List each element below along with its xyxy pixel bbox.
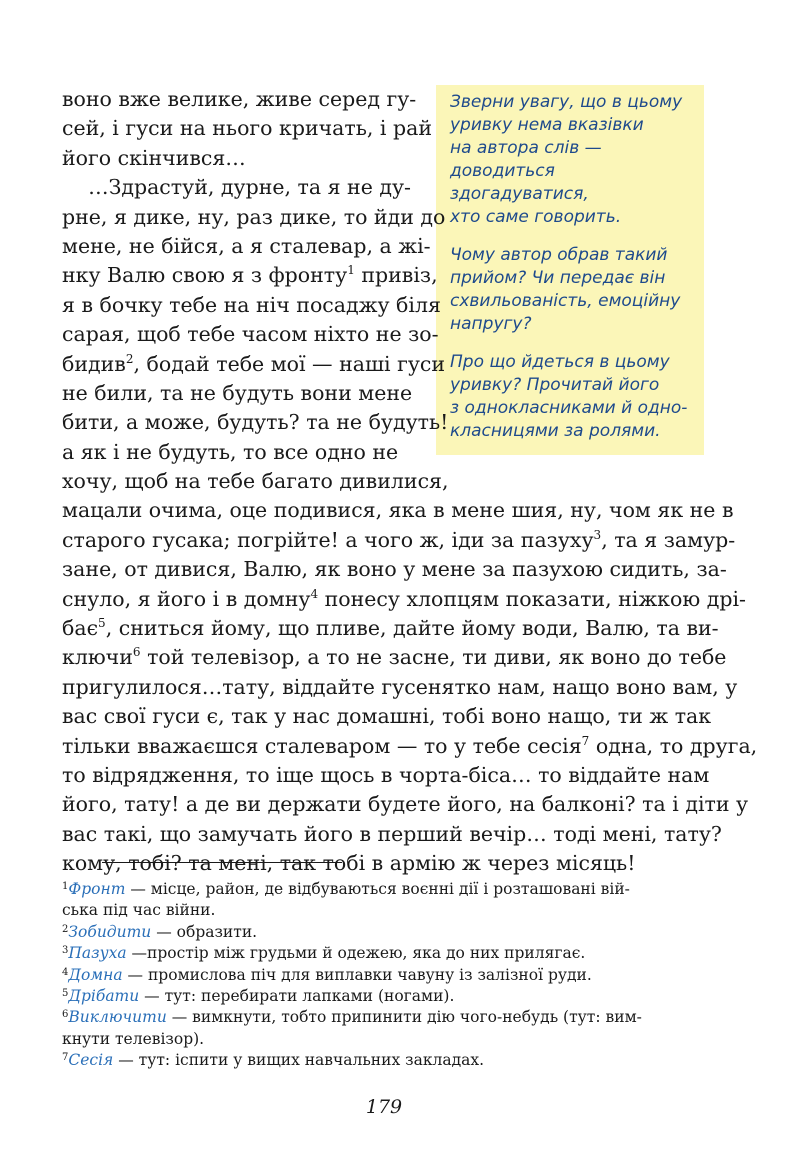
- text-segment: воно вже велике, живе серед гу-: [62, 87, 417, 111]
- text-line: [62, 173, 712, 202]
- text-segment: , бодай тебе мої — наші гуси: [133, 351, 446, 376]
- text-line: [62, 526, 736, 555]
- footnote-text: — місце, район, де відбуваються воєнні дії і розташовані вій-: [125, 880, 630, 898]
- footnote-term: Виключити: [68, 1008, 167, 1027]
- text-segment: вас свої гуси є, так у нас домашні, тобі воно нащо, ти ж так: [62, 704, 712, 729]
- footnote-ref: 1: [347, 263, 355, 278]
- footnote-ref: 6: [132, 645, 141, 660]
- sidebar-line: уривку нема вказівки: [450, 115, 644, 135]
- sidebar-line: з однокласниками й одно-: [450, 398, 688, 418]
- sidebar-line: схвильованість, емоційну: [450, 291, 681, 311]
- sidebar-line: на автора слів —: [450, 138, 602, 158]
- text-line: [62, 232, 712, 261]
- text-segment: тільки вважаєшся сталеваром — то у тебе сесія: [62, 733, 582, 758]
- text-line: [62, 320, 712, 349]
- sidebar-line: напругу?: [450, 314, 532, 334]
- footnote-text: кнути телевізор).: [62, 1029, 205, 1048]
- footnote-term: Дрібати: [68, 986, 140, 1005]
- footnote: [62, 1029, 712, 1050]
- text-segment: той телевізор, а то не засне, ти диви, як воно до тебе: [140, 645, 727, 670]
- footnote: [62, 943, 712, 964]
- footnote-term: Домна: [68, 965, 123, 984]
- footnote-ref: 2: [125, 351, 134, 366]
- footnote-term: Зобидити: [68, 922, 152, 941]
- footnote-ref: 5: [98, 616, 106, 631]
- footnote-text: — вимкнути, тобто припинити дію чого-небудь (тут: вим-: [166, 1008, 642, 1027]
- main-text: [62, 85, 758, 879]
- text-line: [62, 614, 719, 643]
- text-segment: бає: [62, 616, 99, 641]
- text-segment: а як і не будуть, то все одно не: [62, 439, 399, 464]
- footnote-term: Фронт: [68, 880, 126, 898]
- footnote-number: 4: [62, 966, 69, 978]
- sidebar-line: Про що йдеться в цьому: [450, 352, 670, 372]
- footnote-ref: 4: [310, 586, 319, 601]
- footnote: [62, 922, 712, 943]
- text-line: [62, 408, 712, 437]
- text-segment: бидив: [62, 351, 126, 376]
- text-line: [62, 467, 712, 496]
- text-segment: …Здрастуй, дурне, та я не ду-: [62, 175, 411, 200]
- footnote: [62, 900, 712, 921]
- text-segment: одна, то друга,: [589, 733, 758, 758]
- text-line: [62, 673, 738, 702]
- footnote-text: — промислова піч для виплавки чавуну із залізної руди.: [122, 965, 592, 984]
- text-segment: бити, а може, будуть? та не будуть!: [62, 410, 449, 435]
- text-line: [62, 291, 712, 320]
- text-line: [62, 261, 712, 290]
- text-line: [62, 643, 727, 672]
- text-segment: то відрядження, то іще щось в чорта-біса… то віддайте нам: [62, 762, 710, 787]
- footnote: [62, 879, 712, 900]
- text-segment: рне, я дике, ну, раз дике, то йди до: [62, 204, 446, 229]
- text-segment: не били, та не будуть вони мене: [62, 380, 413, 405]
- text-segment: його, тату! а де ви держати будете його, на балконі? та і діти у: [62, 792, 749, 817]
- sidebar-line: уривку? Прочитай його: [450, 375, 660, 395]
- text-line: [62, 203, 712, 232]
- footnote-ref: 7: [581, 733, 590, 748]
- footnote-number: 2: [62, 923, 69, 935]
- text-segment: сей, і гуси на нього кричать, і рай: [62, 116, 433, 141]
- text-segment: нку Валю свою я з фронту: [62, 263, 348, 288]
- footnote-number: 1: [62, 881, 69, 892]
- page-number: 179: [365, 1096, 403, 1118]
- sidebar-line: Чому автор обрав такий: [450, 245, 668, 265]
- text-line: [62, 790, 749, 819]
- text-segment: понесу хлопцям показати, ніжкою дрі-: [318, 586, 746, 611]
- footnote-text: ська під час війни.: [62, 901, 216, 920]
- footnote: [62, 986, 712, 1007]
- text-segment: хочу, щоб на тебе багато дивилися,: [62, 469, 449, 494]
- text-segment: сарая, щоб тебе часом ніхто не зо-: [62, 322, 439, 347]
- footnotes: [62, 879, 712, 1072]
- text-line: [62, 702, 712, 731]
- text-line: [62, 85, 712, 114]
- text-segment: привіз,: [354, 263, 438, 288]
- text-segment: мацали очима, оце подивися, яка в мене шия, ну, чом як не в: [62, 498, 734, 523]
- footnote: [62, 1050, 712, 1071]
- sidebar-line: здогадуватися,: [450, 184, 589, 204]
- text-segment: ключи: [62, 645, 133, 670]
- footnote: [62, 965, 712, 986]
- footnote-text: — образити.: [151, 922, 258, 941]
- text-segment: снуло, я його і в домну: [62, 586, 311, 611]
- text-line: [62, 114, 712, 143]
- footnote-text: — тут: перебирати лапками (ногами).: [139, 986, 455, 1005]
- text-segment: кому, тобі? та мені, так тобі в армію ж через місяць!: [62, 851, 636, 876]
- sidebar-line: хто саме говорить.: [450, 207, 622, 227]
- footnote-text: — тут: іспити у вищих навчальних закладах.: [113, 1051, 485, 1070]
- text-line: [62, 761, 712, 790]
- text-line: [62, 849, 712, 878]
- text-segment: вас такі, що замучать його в перший вечір… тоді мені, тату?: [62, 821, 722, 846]
- text-line: [62, 438, 712, 467]
- text-line: [62, 555, 727, 584]
- text-line: [62, 496, 734, 525]
- text-segment: його скінчився…: [62, 145, 246, 170]
- text-segment: пригулилося…тату, віддайте гусенятко нам, нащо воно вам, у: [62, 674, 738, 699]
- footnote-term: Пазуха: [68, 944, 127, 963]
- text-line: [62, 732, 758, 761]
- sidebar-line: класницями за ролями.: [450, 421, 661, 441]
- sidebar-line: прийом? Чи передає він: [450, 268, 666, 288]
- text-segment: зане, от дивися, Валю, як воно у мене за пазухою сидить, за-: [62, 557, 727, 582]
- text-segment: , сниться йому, що пливе, дайте йому води, Валю, та ви-: [105, 616, 719, 641]
- footnote-number: 6: [62, 1009, 69, 1021]
- footnote-divider: [102, 862, 342, 863]
- text-line: [62, 379, 712, 408]
- sidebar-line: доводиться: [450, 161, 555, 181]
- footnote-ref: 3: [593, 527, 602, 542]
- text-segment: , та я замур-: [601, 527, 736, 552]
- text-segment: я в бочку тебе на ніч посаджу біля: [62, 292, 441, 317]
- footnote-text: —простір між грудьми й одежею, яка до них прилягає.: [126, 944, 586, 963]
- text-line: [62, 820, 722, 849]
- text-line: [62, 144, 712, 173]
- footnote-number: 5: [62, 987, 69, 999]
- sidebar-line: Зверни увагу, що в цьому: [450, 92, 683, 112]
- text-line: [62, 350, 712, 379]
- footnote-number: 3: [62, 945, 69, 957]
- text-segment: мене, не бійся, а я сталевар, а жі-: [62, 233, 431, 258]
- footnote-number: 7: [62, 1052, 69, 1064]
- footnote-term: Сесія: [68, 1051, 114, 1070]
- text-line: [62, 585, 746, 614]
- footnote: [62, 1007, 712, 1028]
- text-segment: старого гусака; погрійте! а чого ж, іди за пазуху: [62, 527, 594, 552]
